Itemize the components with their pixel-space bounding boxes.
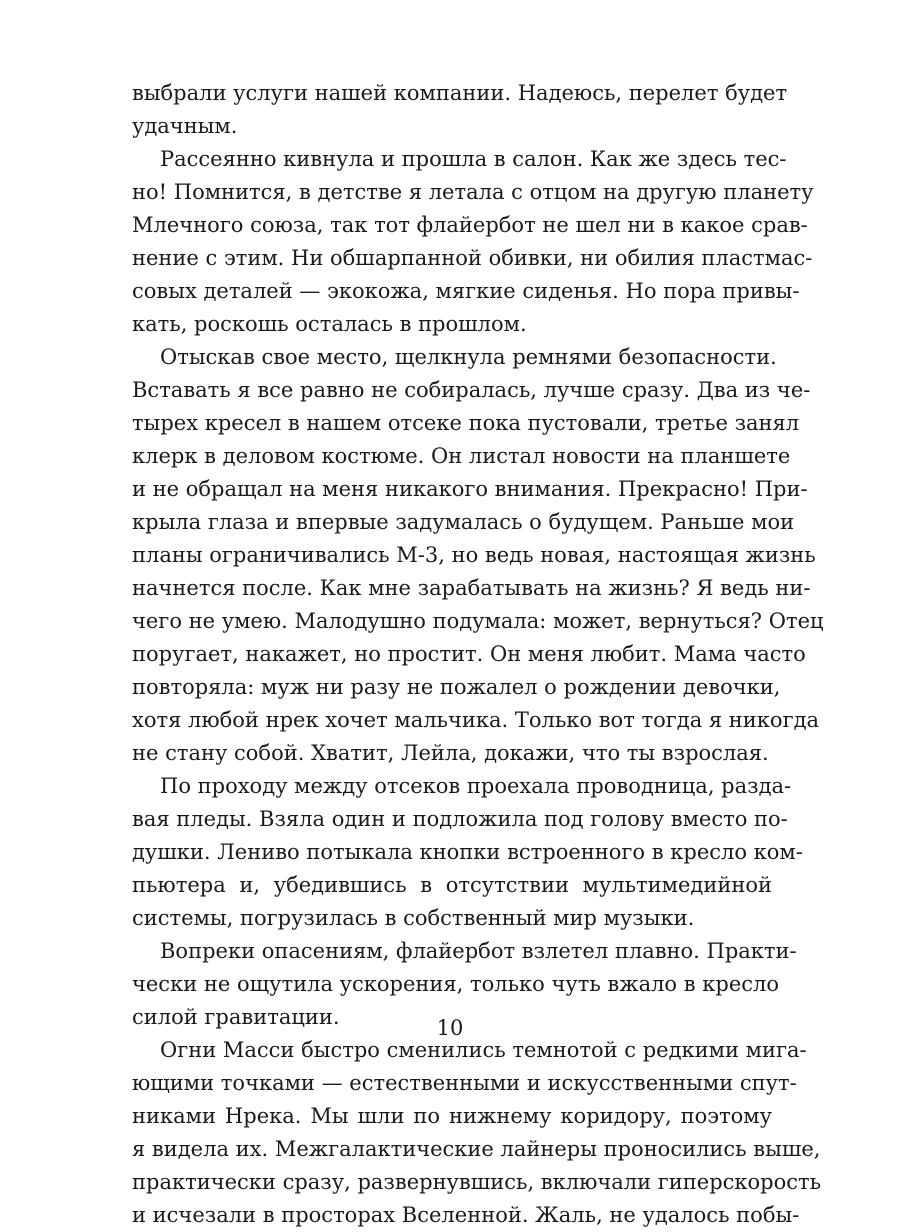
text-line: вая пледы. Взяла один и подложила под голову вместо по- <box>132 807 788 831</box>
text-line: Огни Масси быстро сменились темнотой с редкими мига- <box>160 1038 807 1062</box>
text-line: крыла глаза и впервые задумалась о будущем. Раньше мои <box>132 510 795 534</box>
text-line: планы ограничивались М-3, но ведь новая, настоящая жизнь <box>132 543 816 567</box>
body-text <box>132 77 824 1232</box>
text-line: чески не ощутила ускорения, только чуть вжало в кресло <box>132 972 779 996</box>
text-line: я видела их. Межгалактические лайнеры проносились выше, <box>132 1137 821 1161</box>
text-line: и не обращал на меня никакого внимания. Прекрасно! При- <box>132 477 808 501</box>
text-line: но! Помнится, в детстве я летала с отцом на другую планету <box>132 180 814 204</box>
text-line: совых деталей — экокожа, мягкие сиденья. Но пора привы- <box>132 279 800 303</box>
text-line: пьютера и, убедившись в отсутствии мультимедийной <box>132 873 772 897</box>
paragraph <box>132 770 803 935</box>
paragraph <box>132 341 824 770</box>
text-line: повторяла: муж ни разу не пожалел о рождении девочки, <box>132 675 781 699</box>
text-line: силой гравитации. <box>132 1005 340 1029</box>
text-line: никами Нрека. Мы шли по нижнему коридору, поэтому <box>132 1104 772 1128</box>
text-line: Вопреки опасениям, флайербот взлетел плавно. Практи- <box>160 939 797 963</box>
text-line: системы, погрузилась в собственный мир музыки. <box>132 906 695 930</box>
text-line: чего не умею. Малодушно подумала: может, вернуться? Отец <box>132 609 824 633</box>
paragraph <box>132 77 788 143</box>
text-line: хотя любой нрек хочет мальчика. Только вот тогда я никогда <box>132 708 820 732</box>
text-line: нение с этим. Ни обшарпанной обивки, ни обилия пластмас- <box>132 246 813 270</box>
paragraph <box>132 1034 822 1232</box>
paragraph <box>132 143 814 341</box>
text-line: начнется после. Как мне зарабатывать на жизнь? Я ведь ни- <box>132 576 811 600</box>
text-line: Вставать я все равно не собиралась, лучше сразу. Два из че- <box>132 378 811 402</box>
text-line: ющими точками — естественными и искусственными спут- <box>132 1071 797 1095</box>
text-line: Рассеянно кивнула и прошла в салон. Как же здесь тес- <box>160 147 787 171</box>
text-line: тырех кресел в нашем отсеке пока пустовали, третье занял <box>132 411 800 435</box>
text-line: и исчезали в просторах Вселенной. Жаль, не удалось побы- <box>132 1203 800 1227</box>
text-line: поругает, накажет, но простит. Он меня любит. Мама часто <box>132 642 806 666</box>
text-line: удачным. <box>132 114 238 138</box>
text-line: Млечного союза, так тот флайербот не шел ни в какое срав- <box>132 213 808 237</box>
text-line: По проходу между отсеков проехала проводница, разда- <box>160 774 792 798</box>
text-line: клерк в деловом костюме. Он листал новости на планшете <box>132 444 791 468</box>
text-line: не стану собой. Хватит, Лейла, докажи, что ты взрослая. <box>132 741 769 765</box>
text-line: практически сразу, развернувшись, включали гиперскорость <box>132 1170 822 1194</box>
page-number: 10 <box>436 1016 464 1040</box>
text-line: выбрали услуги нашей компании. Надеюсь, перелет будет <box>132 81 788 105</box>
text-line: кать, роскошь осталась в прошлом. <box>132 312 527 336</box>
text-line: душки. Лениво потыкала кнопки встроенного в кресло ком- <box>132 840 803 864</box>
text-line: Отыскав свое место, щелкнула ремнями безопасности. <box>160 345 777 369</box>
